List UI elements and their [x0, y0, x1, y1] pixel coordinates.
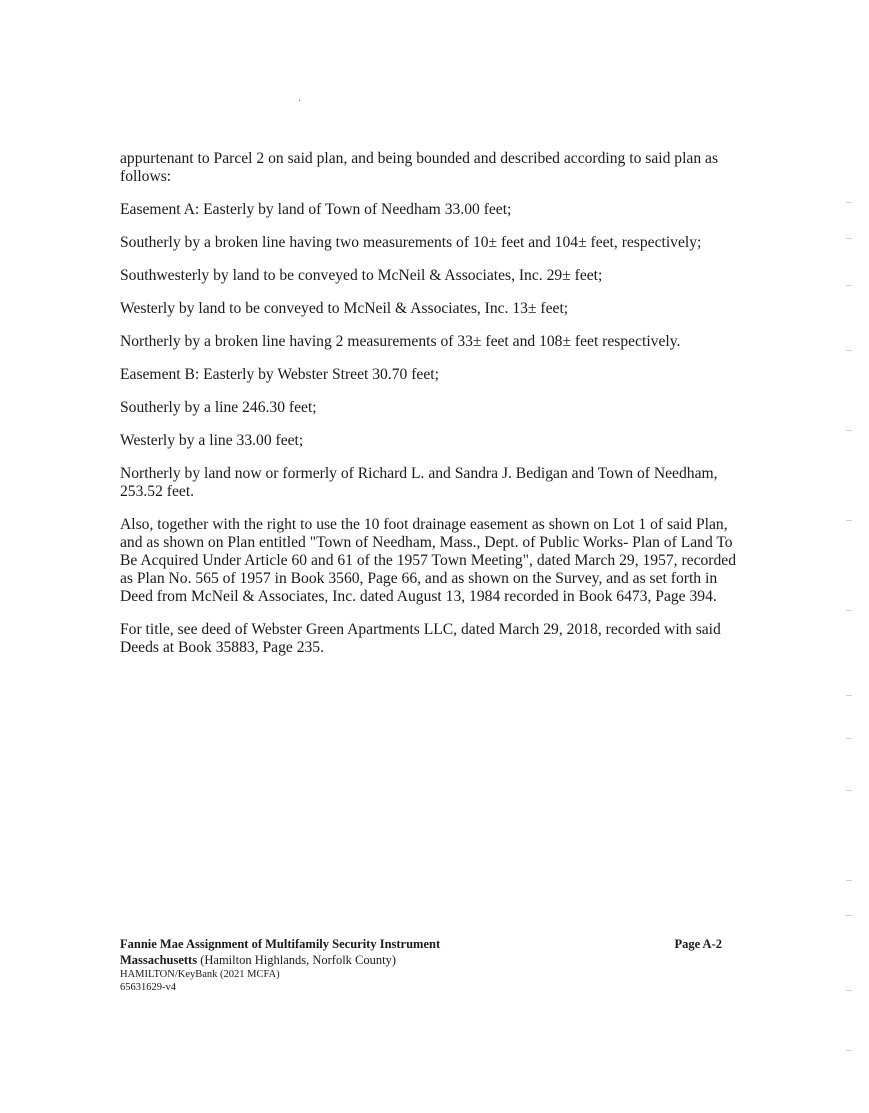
page-footer	[120, 936, 730, 994]
paragraph-appurtenant: appurtenant to Parcel 2 on said plan, and being bounded and described according to said plan as follows:	[120, 150, 719, 185]
legal-description	[120, 150, 745, 672]
paragraph-easement-b-northerly: Northerly by land now or formerly of Richard L. and Sandra J. Bedigan and Town of Needham, 253.52 feet.	[120, 465, 718, 500]
paragraph-title-reference: For title, see deed of Webster Green Apartments LLC, dated March 29, 2018, recorded with said Deeds at Book 35883, Page 235.	[120, 621, 721, 656]
scan-speck	[299, 100, 300, 101]
paragraph-easement-a-southerly: Southerly by a broken line having two measurements of 10± feet and 104± feet, respectively;	[120, 234, 702, 251]
scan-edge-artifacts	[846, 190, 852, 1070]
paragraph-easement-b-easterly: Easement B: Easterly by Webster Street 30.70 feet;	[120, 366, 439, 383]
footer-state: Massachusetts	[120, 953, 198, 967]
paragraph-easement-a-southwesterly: Southwesterly by land to be conveyed to McNeil & Associates, Inc. 29± feet;	[120, 267, 603, 284]
paragraph-easement-a-northerly: Northerly by a broken line having 2 measurements of 33± feet and 108± feet respectively.	[120, 333, 681, 350]
footer-page-number: Page A-2	[674, 937, 722, 951]
footer-instrument-title: Fannie Mae Assignment of Multifamily Security Instrument	[120, 937, 441, 951]
paragraph-easement-b-southerly: Southerly by a line 246.30 feet;	[120, 399, 317, 416]
footer-property: (Hamilton Highlands, Norfolk County)	[200, 953, 397, 967]
paragraph-easement-b-westerly: Westerly by a line 33.00 feet;	[120, 432, 304, 449]
footer-loan-ref: HAMILTON/KeyBank (2021 MCFA)	[120, 969, 280, 980]
footer-doc-id: 65631629-v4	[120, 982, 176, 993]
paragraph-drainage-easement: Also, together with the right to use the 10 foot drainage easement as shown on Lot 1 of said Plan, and as shown on Plan entitled "Town of Needham, Mass., Dept. of Public Works- Plan of Land To Be Acquired Under Article 60 and 61 of the 1957 Town Meeting", dated March 29, 1957, recorded as Plan No. 565 of 1957 in Book 3560, Page 66, and as shown on the Survey, and as set forth in Deed from McNeil & Associates, Inc. dated August 13, 1984 recorded in Book 6473, Page 394.	[120, 516, 737, 605]
paragraph-easement-a-westerly: Westerly by land to be conveyed to McNeil & Associates, Inc. 13± feet;	[120, 300, 569, 317]
paragraph-easement-a-easterly: Easement A: Easterly by land of Town of Needham 33.00 feet;	[120, 201, 512, 218]
